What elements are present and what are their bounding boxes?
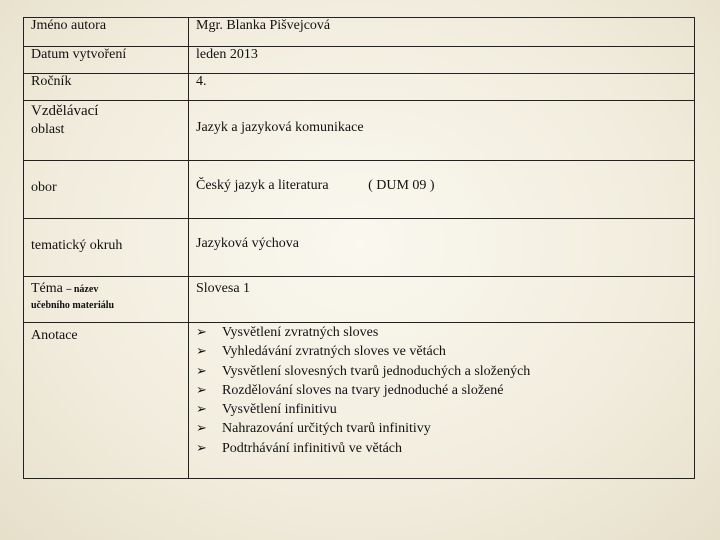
table-row: [24, 74, 695, 101]
table-row: [24, 323, 695, 479]
list-item: ➢ Podtrhávání infinitivů ve větách: [196, 440, 403, 456]
table-row: [24, 18, 695, 47]
topic-label: tematický okruh: [24, 219, 189, 277]
table-row: [24, 101, 695, 161]
theme-label-main: Téma: [31, 281, 63, 296]
field-value: Český jazyk a literatura: [196, 178, 329, 193]
theme-label-sub: učebního materiálu: [31, 300, 115, 311]
arrow-bullet-icon: ➢: [196, 440, 207, 456]
table-row: [24, 47, 695, 74]
topic-value: Jazyková výchova: [189, 219, 695, 277]
area-label-bottom: oblast: [31, 122, 65, 137]
table-row: [24, 161, 695, 219]
annotation-label: Anotace: [24, 323, 189, 479]
list-item: ➢ Vysvětlení zvratných sloves: [196, 325, 379, 340]
field-label: obor: [24, 161, 189, 219]
area-label-cell: [24, 101, 189, 161]
annotation-cell: [189, 323, 695, 479]
arrow-bullet-icon: ➢: [196, 421, 207, 437]
theme-label-cell: [24, 277, 189, 323]
arrow-bullet-icon: ➢: [196, 325, 207, 340]
arrow-bullet-icon: ➢: [196, 382, 207, 398]
table-row: [24, 219, 695, 277]
annotation-list: [196, 323, 687, 458]
list-item: ➢ Vysvětlení slovesných tvarů jednoduchých a složených: [196, 363, 531, 379]
arrow-bullet-icon: ➢: [196, 344, 207, 360]
area-label-top: Vzdělávací: [31, 103, 99, 119]
grade-value: 4.: [189, 74, 695, 101]
arrow-bullet-icon: ➢: [196, 402, 207, 418]
date-value: leden 2013: [189, 47, 695, 74]
list-item: ➢ Nahrazování určitých tvarů infinitivy: [196, 421, 431, 437]
area-value: Jazyk a jazyková komunikace: [189, 101, 695, 161]
field-value-cell: [189, 161, 695, 219]
list-item: ➢ Rozdělování sloves na tvary jednoduché a složené: [196, 382, 504, 398]
author-label: Jméno autora: [24, 18, 189, 47]
theme-value: Slovesa 1: [189, 277, 695, 323]
metadata-table: [23, 17, 695, 479]
table-row: [24, 277, 695, 323]
list-item: ➢ Vyhledávání zvratných sloves ve větách: [196, 344, 446, 360]
list-item: ➢ Vysvětlení infinitivu: [196, 402, 337, 418]
author-value: Mgr. Blanka Pišvejcová: [189, 18, 695, 47]
field-code: ( DUM 09 ): [368, 178, 435, 193]
date-label: Datum vytvoření: [24, 47, 189, 74]
grade-label: Ročník: [24, 74, 189, 101]
arrow-bullet-icon: ➢: [196, 363, 207, 379]
theme-label-dash: – název: [66, 284, 99, 295]
